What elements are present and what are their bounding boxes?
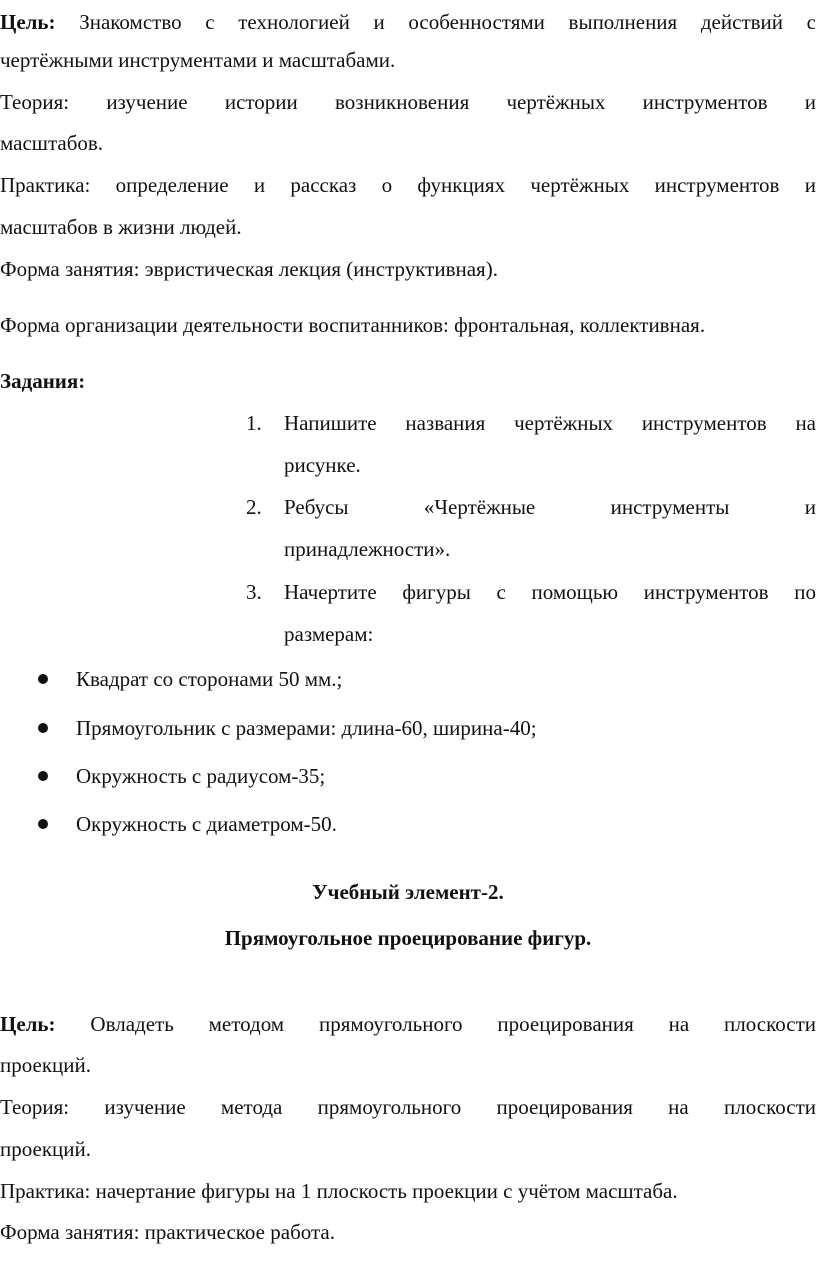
goal-text: Овладеть методом прямоугольного проецирования на плоскости	[90, 1012, 816, 1036]
practice-line-1: Практика: определение и рассказ о функциях чертёжных инструментов и	[0, 173, 816, 197]
goal-line-2: чертёжными инструментами и масштабами.	[0, 48, 396, 72]
section-title: Учебный элемент-2.	[312, 880, 504, 904]
list-item: Прямоугольник с размерами: длина-60, ширина-40;	[76, 716, 537, 740]
task-number: 2.	[246, 495, 262, 519]
goal-text: Знакомство с технологией и особенностями выполнения действий с	[79, 10, 816, 34]
task-text-line-1: Напишите названия чертёжных инструментов на	[284, 411, 816, 435]
lesson-form: Форма занятия: эвристическая лекция (инструктивная).	[0, 257, 498, 281]
bullet-dot-icon	[38, 674, 48, 684]
list-item: Квадрат со сторонами 50 мм.;	[76, 667, 343, 691]
list-item: Окружность с радиусом-35;	[76, 764, 326, 788]
bullet-dot-icon	[38, 819, 48, 829]
section-subtitle: Прямоугольное проецирование фигур.	[224, 926, 592, 950]
goal-line-1	[0, 10, 816, 34]
task-number: 1.	[246, 411, 262, 435]
list-item: Окружность с диаметром-50.	[76, 812, 337, 836]
theory-line-2: масштабов.	[0, 131, 104, 155]
goal-line-1	[0, 1012, 816, 1036]
task-text-line-2: размерам:	[284, 622, 374, 646]
organization-form: Форма организации деятельности воспитанников: фронтальная, коллективная.	[0, 313, 706, 337]
lesson-form: Форма занятия: практическое работа.	[0, 1220, 335, 1244]
practice-line: Практика: начертание фигуры на 1 плоскость проекции с учётом масштаба.	[0, 1179, 678, 1203]
practice-line-2: масштабов в жизни людей.	[0, 215, 242, 239]
tasks-heading: Задания:	[0, 369, 86, 393]
task-text-line-1: Ребусы «Чертёжные инструменты и	[284, 495, 816, 519]
goal-label: Цель:	[0, 1012, 56, 1036]
goal-label: Цель:	[0, 10, 56, 34]
task-text-line-2: принадлежности».	[284, 537, 451, 561]
task-number: 3.	[246, 580, 262, 604]
task-text-line-1: Начертите фигуры с помощью инструментов по	[284, 580, 816, 604]
task-text-line-2: рисунке.	[284, 453, 361, 477]
theory-line-1: Теория: изучение истории возникновения чертёжных инструментов и	[0, 90, 816, 114]
theory-line-1: Теория: изучение метода прямоугольного проецирования на плоскости	[0, 1095, 816, 1119]
goal-line-2: проекций.	[0, 1053, 91, 1077]
bullet-dot-icon	[38, 723, 48, 733]
bullet-dot-icon	[38, 771, 48, 781]
theory-line-2: проекций.	[0, 1137, 91, 1161]
